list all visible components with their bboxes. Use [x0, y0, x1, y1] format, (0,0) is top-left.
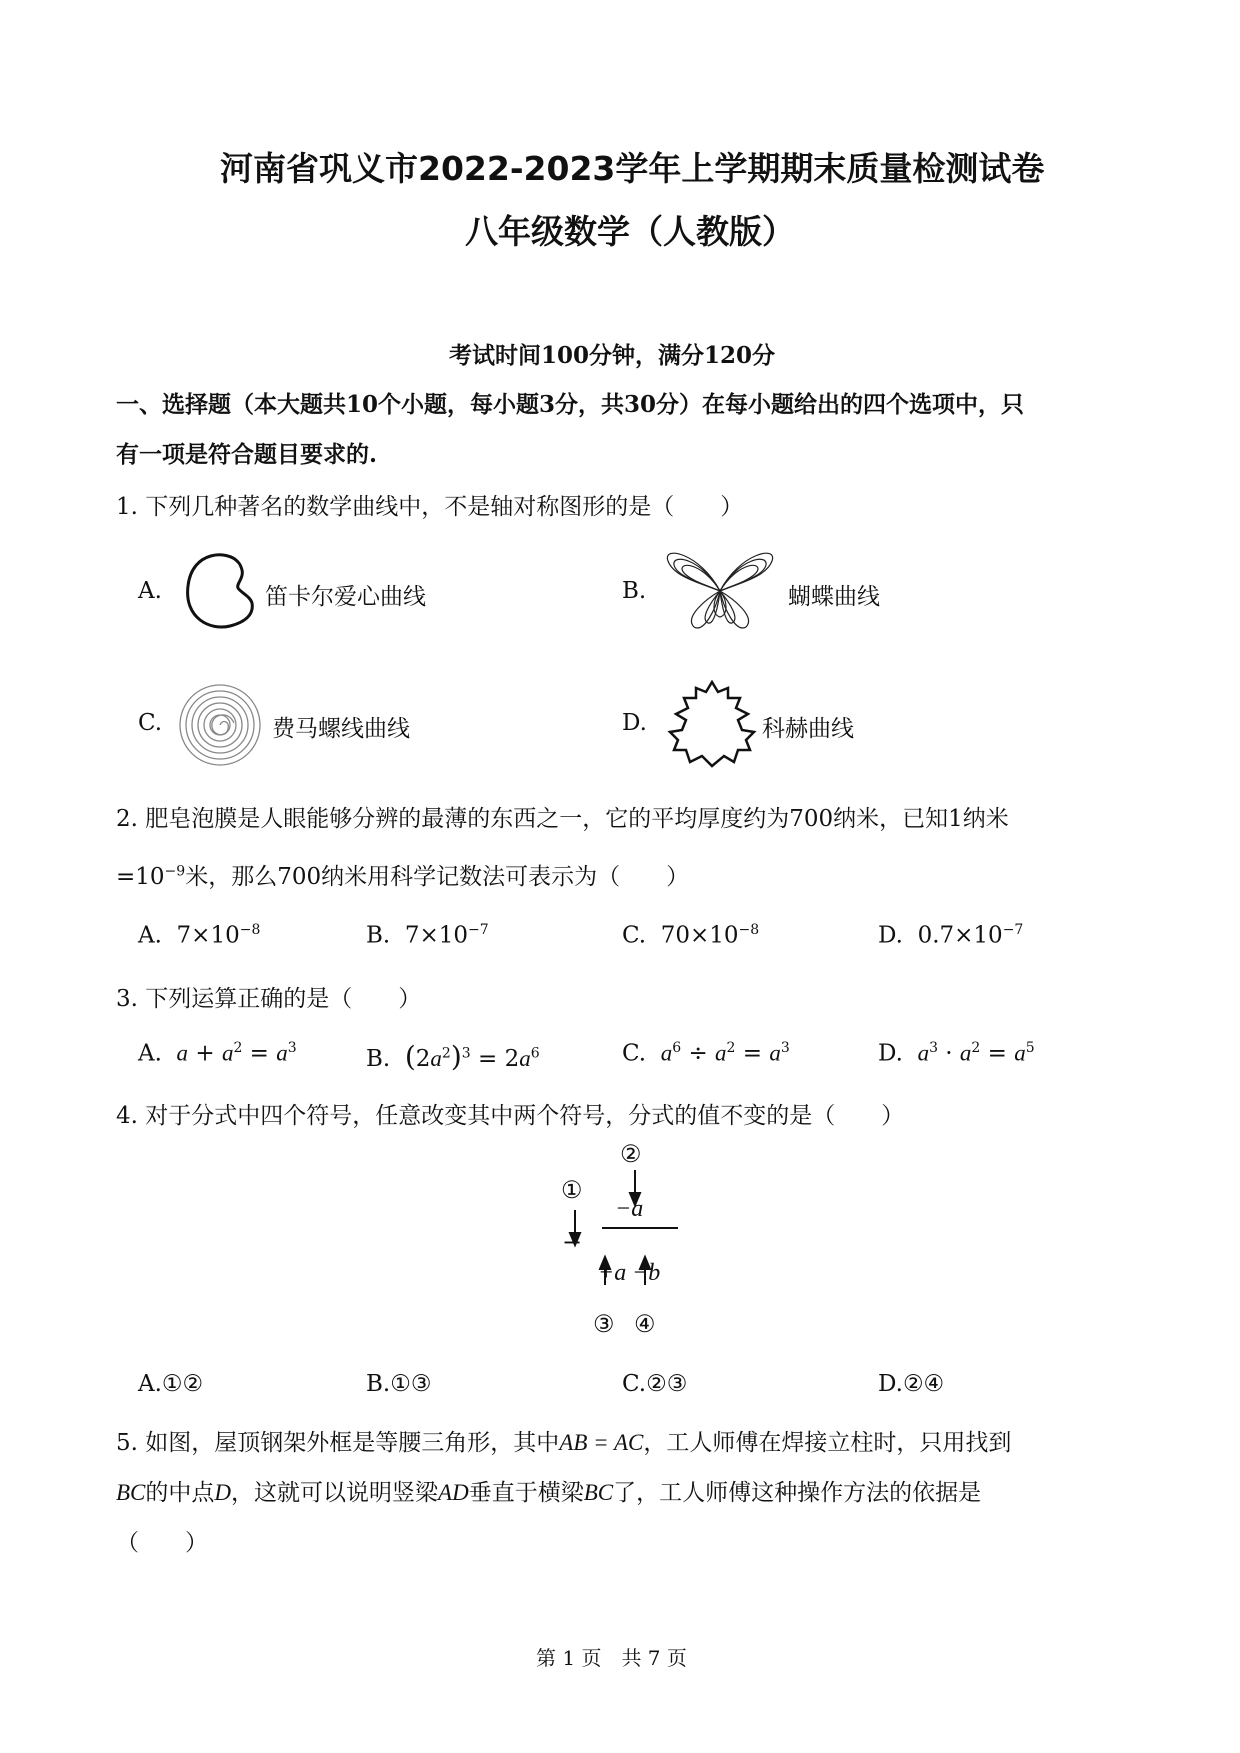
q1-option-a-label: 笛卡尔爱心曲线 — [265, 584, 426, 610]
q2-option-c-base: 70×10 — [660, 922, 739, 949]
question-4-stem: 4. 对于分式中四个符号，任意改变其中两个符号，分式的值不变的是（ ） — [116, 1103, 905, 1129]
fermat-spiral-icon — [178, 683, 262, 767]
q4-option-d-value: ②④ — [902, 1371, 945, 1397]
q4-option-d-letter: D. — [878, 1371, 903, 1397]
q4-option-a — [138, 1371, 203, 1397]
question-5-stem-line2 — [116, 1474, 981, 1507]
q2-option-b-exp: −7 — [468, 922, 489, 938]
q2-option-d-base: 0.7×10 — [917, 922, 1003, 949]
q5-math-ad: AD — [438, 1480, 469, 1505]
q2-option-c — [622, 922, 759, 949]
question-3-stem: 3. 下列运算正确的是（ ） — [116, 986, 422, 1012]
q5-text-4: ，这就可以说明竖梁 — [231, 1480, 439, 1506]
fraction-numerator: −a — [615, 1196, 644, 1222]
q5-text-2: ，工人师傅在焊接立柱时，只用找到 — [643, 1430, 1012, 1456]
marker-1: ① — [561, 1176, 583, 1204]
q2-option-d-letter: D. — [878, 922, 903, 949]
fraction-denominator-a: +a — [598, 1260, 627, 1286]
q3-option-c: C. $a^6 \div a^2 = a^3$ — [622, 1040, 790, 1067]
q5-text-6: 了，工人师傅这种操作方法的依据是 — [613, 1480, 982, 1506]
exam-title: 河南省巩义市2022-2023学年上学期期末质量检测试卷 — [220, 149, 1045, 188]
marker-2: ② — [620, 1140, 642, 1168]
q4-option-c-letter: C. — [622, 1371, 647, 1397]
q3-option-d: D. $a^3 \cdot a^2 = a^5$ — [878, 1040, 1035, 1067]
exam-subtitle: 八年级数学（人教版） — [465, 212, 795, 251]
question-5-stem-line3: （ ） — [116, 1530, 208, 1556]
q5-math-ab-ac: AB = AC — [559, 1430, 644, 1455]
q2-option-a-base: 7×10 — [176, 922, 240, 949]
q1-option-a-letter: A. — [138, 578, 162, 604]
q1-option-c-label: 费马螺线曲线 — [272, 716, 410, 742]
q5-text-1: 5. 如图，屋顶钢架外框是等腰三角形，其中 — [116, 1430, 560, 1456]
section-heading-cont: 有一项是符合题目要求的. — [116, 441, 378, 468]
q2-option-a-letter: A. — [138, 922, 162, 949]
q1-option-b-label: 蝴蝶曲线 — [788, 584, 880, 610]
butterfly-curve-icon — [660, 543, 780, 633]
q4-option-b-value: ①③ — [390, 1371, 432, 1397]
q1-option-d-label: 科赫曲线 — [762, 716, 854, 742]
nm-definition: =10 — [116, 864, 165, 890]
q4-option-b-letter: B. — [366, 1371, 391, 1397]
q4-option-d — [878, 1371, 944, 1397]
q2-option-a — [138, 922, 260, 949]
q3-option-b: B. $(2a^2)^3 = 2a^6$ — [366, 1040, 540, 1073]
q4-option-a-letter: A. — [138, 1371, 162, 1397]
q4-option-c-value: ②③ — [646, 1371, 688, 1397]
marker-4: ④ — [634, 1310, 656, 1338]
q1-option-c-letter: C. — [138, 710, 163, 736]
q5-text-3: 的中点 — [145, 1480, 215, 1506]
q4-option-b — [366, 1371, 431, 1397]
q3-option-c-letter: C. — [622, 1040, 647, 1067]
marker-3: ③ — [593, 1310, 615, 1338]
q5-math-bc-2: BC — [583, 1480, 614, 1505]
q5-text-5: 垂直于横梁 — [468, 1480, 584, 1506]
cardioid-icon — [180, 548, 260, 633]
question-2-stem-line1: 2. 肥皂泡膜是人眼能够分辨的最薄的东西之一，它的平均厚度约为700纳米，已知1纳米 — [116, 806, 1009, 832]
q2-option-b — [366, 922, 489, 949]
q2-option-a-exp: −8 — [239, 922, 261, 938]
q1-option-d-letter: D. — [622, 710, 647, 736]
question-1-stem: 1. 下列几种著名的数学曲线中，不是轴对称图形的是（ ） — [116, 494, 744, 520]
section-heading: 一、选择题（本大题共10个小题，每小题3分，共30分）在每小题给出的四个选项中，只 — [116, 391, 1025, 418]
fraction-front-sign: − — [562, 1228, 583, 1256]
q2-option-b-letter: B. — [366, 922, 391, 949]
q2-option-d-exp: −7 — [1002, 922, 1024, 938]
nm-exponent: −9 — [164, 863, 186, 880]
page-footer: 第 1 页 共 7 页 — [536, 1646, 687, 1670]
q3-option-d-letter: D. — [878, 1040, 903, 1067]
koch-curve-icon — [662, 678, 762, 770]
q4-option-c — [622, 1371, 687, 1397]
q2-stem-rest: 米，那么700纳米用科学记数法可表示为（ ） — [185, 864, 690, 890]
q2-option-c-exp: −8 — [738, 922, 760, 938]
fraction-denominator-b: −b — [632, 1260, 661, 1286]
exam-info: 考试时间100分钟，满分120分 — [449, 342, 776, 369]
q5-math-bc: BC — [116, 1480, 146, 1505]
q3-option-a-letter: A. — [138, 1040, 162, 1067]
q2-option-c-letter: C. — [622, 922, 647, 949]
q2-option-d — [878, 922, 1023, 949]
question-2-stem-line2 — [116, 858, 689, 891]
q2-option-b-base: 7×10 — [404, 922, 469, 949]
q5-math-d: D — [214, 1480, 232, 1505]
q4-option-a-value: ①② — [161, 1371, 204, 1397]
question-5-stem-line1 — [116, 1424, 1011, 1457]
q3-option-b-letter: B. — [366, 1046, 391, 1072]
q1-option-b-letter: B. — [622, 578, 647, 604]
q3-option-a: A. $a + a^2 = a^3$ — [138, 1040, 297, 1067]
